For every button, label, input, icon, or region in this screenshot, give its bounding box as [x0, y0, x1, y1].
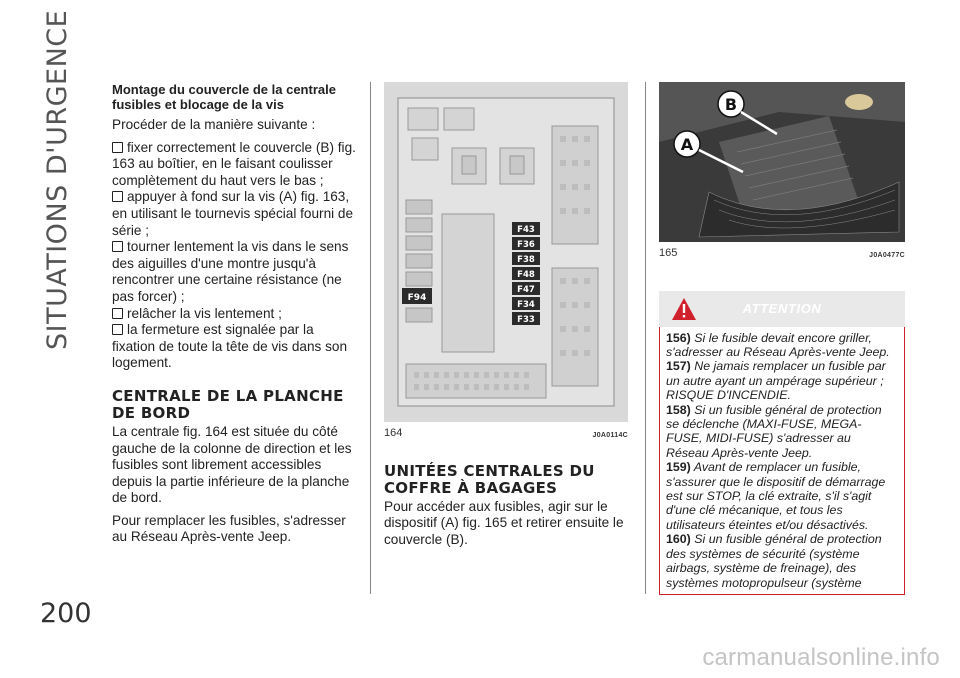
- column-divider: [370, 82, 371, 594]
- figure-number: 164: [384, 427, 403, 439]
- figure-code: J0A0477C: [869, 252, 905, 259]
- page-number: 200: [40, 598, 92, 629]
- label-b: B: [724, 95, 738, 114]
- checkbox-bullet-icon: [112, 324, 123, 335]
- figure-number: 165: [659, 247, 678, 259]
- column-1: [112, 82, 360, 552]
- section-title: UNITÉES CENTRALES DU COFFRE À BAGAGES: [384, 461, 595, 497]
- list-item: relâcher la vis lentement ;: [112, 306, 360, 323]
- fuse-label: F94: [407, 293, 427, 303]
- figure-caption: [384, 425, 628, 445]
- watermark: carmanualsonline.info: [702, 644, 940, 671]
- figure-code: J0A0114C: [592, 432, 628, 439]
- fuse-label: F36: [517, 240, 535, 250]
- warning-box: [659, 327, 905, 595]
- column-3: [659, 82, 905, 595]
- section-title: CENTRALE DE LA PLANCHE DE BORD: [112, 386, 344, 422]
- fuse-box-diagram: [384, 82, 628, 422]
- warning-item: 156) Si le fusible devait encore griller, s'adresser au Réseau Après-vente Jeep.: [666, 330, 890, 359]
- list-item: fixer correctement le couvercle (B) fig. 163 au boîtier, en le faisant coulisser complètement du haut vers le bas ;: [112, 139, 356, 188]
- fuse-label: F43: [517, 225, 535, 235]
- chapter-title: SITUATIONS D'URGENCE: [42, 9, 73, 350]
- subsection-heading: Montage du couvercle de la centrale fusibles et blocage de la vis: [112, 82, 336, 112]
- fuse-label: F48: [517, 270, 535, 280]
- figure-165: [659, 82, 905, 265]
- list-item: tourner lentement la vis dans le sens des aiguilles d'une montre jusqu'à rencontrer une certaine résistance (ne pas forcer) ;: [112, 239, 349, 304]
- list-item: la fermeture est signalée par la fixation de toute la tête de vis dans son logement.: [112, 322, 348, 371]
- warning-item: 158) Si un fusible général de protection se déclenche (MAXI-FUSE, MEGA-FUSE, MIDI-FUSE) s'adresser au Réseau Après-vente Jeep.: [666, 402, 882, 460]
- figure-164: [384, 82, 628, 445]
- column-divider: [645, 82, 646, 594]
- label-a: A: [680, 135, 694, 154]
- paragraph: Pour accéder aux fusibles, agir sur le dispositif (A) fig. 165 et retirer ensuite le couvercle (B).: [384, 498, 624, 547]
- checkbox-bullet-icon: [112, 142, 123, 153]
- fuse-label: F47: [517, 285, 535, 295]
- figure-caption: [659, 245, 905, 265]
- warning-item: 159) Avant de remplacer un fusible, s'assurer que le dispositif de démarrage est sur STOP, la clé extraite, s'il s'agit d'une clé mécanique, et tous les utilisateurs éteintes et/ou désactivés.: [666, 460, 886, 532]
- paragraph: Pour remplacer les fusibles, s'adresser au Réseau Après-vente Jeep.: [112, 512, 346, 545]
- fuse-label: F34: [517, 300, 535, 310]
- paragraph: La centrale fig. 164 est située du côté gauche de la colonne de direction et les fusibles sont librement accessibles depuis la partie inférieure de la planche de bord.: [112, 423, 352, 506]
- intro-text: Procéder de la manière suivante :: [112, 117, 316, 132]
- warning-item: 160) Si un fusible général de protection des systèmes de sécurité (système airbags, système de freinage), des systèmes motopropulseur (système: [666, 532, 882, 590]
- warning-triangle-icon: [671, 297, 697, 321]
- warning-item: 157) Ne jamais remplacer un fusible par un autre ayant un ampérage supérieur ; RISQUE D'INCENDIE.: [666, 359, 886, 403]
- list-item: appuyer à fond sur la vis (A) fig. 163, en utilisant le tournevis spécial fourni de série ;: [112, 189, 354, 238]
- fuse-label: F38: [517, 255, 535, 265]
- checkbox-bullet-icon: [112, 191, 123, 202]
- checkbox-bullet-icon: [112, 308, 123, 319]
- column-2: [384, 82, 628, 554]
- warning-title: ATTENTION: [742, 300, 822, 316]
- fuse-label: F33: [517, 315, 535, 325]
- trunk-compartment-photo: [659, 82, 905, 242]
- checkbox-bullet-icon: [112, 241, 123, 252]
- warning-header: [659, 291, 905, 327]
